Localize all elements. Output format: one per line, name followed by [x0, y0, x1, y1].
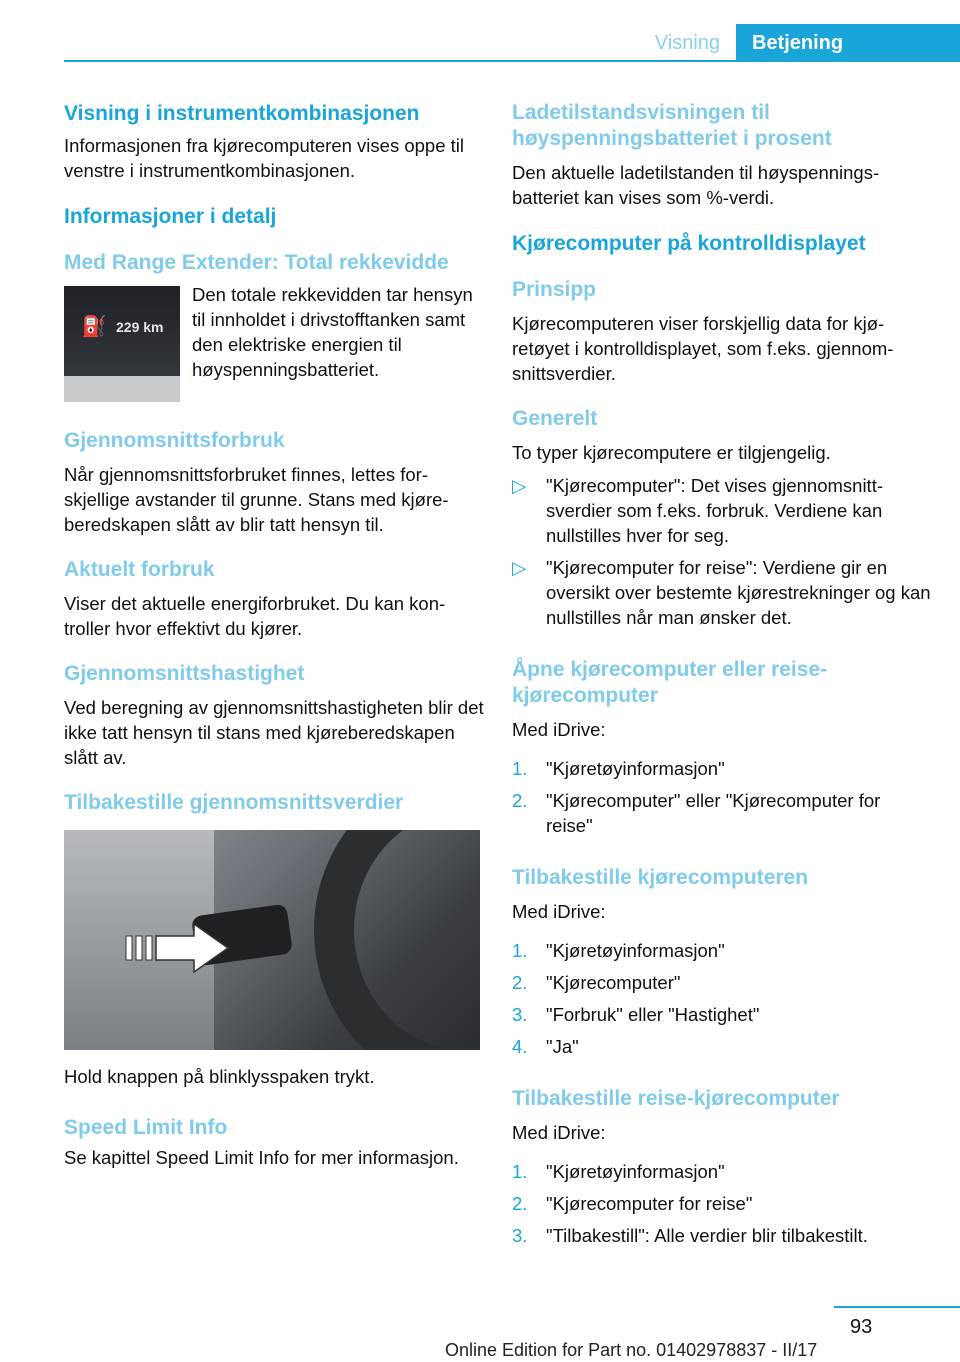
paragraph-range: Den totale rekkevidden tar hensyn til innholdet i drivstofftanken samt den elektriske energien til høyspenningsbatteriet.	[192, 284, 473, 380]
range-value: 229 km	[116, 319, 164, 335]
heading-tilbakestille-kjorecomputeren: Tilbakestille kjørecomputeren	[512, 866, 809, 889]
steps-tilbakestille-reise	[512, 1159, 932, 1248]
push-arrow-icon	[124, 922, 234, 974]
list-item: 2. "Kjørecomputer for reise"	[512, 1193, 753, 1214]
heading-informasjoner-detalj: Informasjoner i detalj	[64, 205, 277, 228]
heading-ladetilstand: Ladetilstandsvisningen til høyspenningsbatteriet i prosent	[512, 101, 832, 150]
heading-speed-limit-info: Speed Limit Info	[64, 1116, 228, 1139]
paragraph-ladetilstand: Den aktuelle ladetilstanden til høyspenningsbatteriet kan vises som %-verdi.	[512, 162, 880, 208]
heading-gjennomsnittsforbruk: Gjennomsnittsforbruk	[64, 429, 285, 452]
paragraph-prinsipp: Kjørecomputeren viser forskjellig data for kjøretøyet i kontrolldisplayet, som f.eks. gjennomsnittsverdier.	[512, 313, 894, 384]
paragraph-gjennomsnittshastighet: Ved beregning av gjennomsnittshastigheten blir det ikke tatt hensyn til stans med kjøreberedskapen slått av.	[64, 697, 484, 768]
heading-visning-instrument: Visning i instrumentkombinasjonen	[64, 102, 420, 125]
list-item: 1. "Kjøretøyinformasjon"	[512, 758, 725, 779]
heading-apne-kjorecomputer: Åpne kjørecomputer eller reise-kjørecomputer	[512, 658, 828, 707]
paragraph-aktuelt-forbruk: Viser det aktuelle energiforbruket. Du kan kontroller hvor effektivt du kjører.	[64, 593, 446, 639]
paragraph-med-idrive: Med iDrive:	[512, 901, 606, 922]
heading-gjennomsnittshastighet: Gjennomsnittshastighet	[64, 662, 305, 685]
header-tab-visning: Visning	[654, 32, 720, 54]
page-number: 93	[850, 1316, 873, 1338]
list-item: 1. "Kjøretøyinformasjon"	[512, 940, 725, 961]
bullet-marker-icon: ▷	[512, 557, 527, 578]
page-header	[64, 24, 960, 62]
list-item: 2. "Kjørecomputer" eller "Kjørecomputer for reise"	[512, 790, 881, 836]
steps-tilbakestille	[512, 938, 932, 1059]
bullet-list-computer-types	[512, 473, 932, 630]
paragraph-med-idrive: Med iDrive:	[512, 719, 606, 740]
heading-kjorecomputer-kontrolldisplay: Kjørecomputer på kontrolldisplayet	[512, 232, 866, 255]
list-item: ▷ "Kjørecomputer for reise": Verdiene gir en oversikt over bestemte kjørestrekninger og kan nullstilles når man ønsker det.	[512, 557, 931, 628]
list-item: 1. "Kjøretøyinformasjon"	[512, 1161, 725, 1182]
left-column	[64, 100, 484, 1170]
list-item: 3. "Tilbakestill": Alle verdier blir tilbakestilt.	[512, 1225, 868, 1246]
heading-generelt: Generelt	[512, 407, 598, 430]
edition-note: Online Edition for Part no. 01402978837 - II/17	[445, 1340, 818, 1360]
paragraph-visning-instrument: Informasjonen fra kjørecomputeren vises oppe til venstre i instrumentkombinasjonen.	[64, 135, 464, 181]
list-item: 4. "Ja"	[512, 1036, 579, 1057]
heading-tilbakestille-reise: Tilbakestille reise-kjørecomputer	[512, 1087, 840, 1110]
list-item: 2. "Kjørecomputer"	[512, 972, 681, 993]
fuel-pump-icon: ⛽	[81, 316, 107, 338]
bullet-marker-icon: ▷	[512, 475, 527, 496]
list-item: 3. "Forbruk" eller "Hastighet"	[512, 1004, 760, 1025]
paragraph-med-idrive: Med iDrive:	[512, 1122, 606, 1143]
paragraph-hold-knappen: Hold knappen på blinklysspaken trykt.	[64, 1066, 375, 1087]
turn-signal-lever-image	[64, 830, 480, 1050]
range-section	[64, 286, 484, 402]
heading-prinsipp: Prinsipp	[512, 278, 597, 301]
list-item: ▷ "Kjørecomputer": Det vises gjennomsnittsverdier som f.eks. forbruk. Verdiene kan nullstilles hver for seg.	[512, 475, 884, 546]
steps-apne	[512, 756, 932, 838]
paragraph-generelt: To typer kjørecomputere er tilgjengelig.	[512, 442, 831, 463]
paragraph-gjennomsnittsforbruk: Når gjennomsnittsforbruket finnes, lettes forskjellige avstander til grunne. Stans med kjøreberedskapen slått av blir tatt hensyn til.	[64, 464, 449, 535]
heading-range-extender: Med Range Extender: Total rekkevidde	[64, 251, 449, 274]
heading-tilbakestille-gjennomsnitt: Tilbakestille gjennomsnittsverdier	[64, 791, 404, 814]
heading-aktuelt-forbruk: Aktuelt forbruk	[64, 558, 215, 581]
paragraph-speed-limit-info: Se kapittel Speed Limit Info for mer informasjon.	[64, 1147, 459, 1168]
right-column	[512, 100, 932, 1255]
page-number-rule	[834, 1306, 960, 1308]
range-display-image	[64, 286, 180, 402]
header-tab-betjening: Betjening	[736, 24, 960, 62]
